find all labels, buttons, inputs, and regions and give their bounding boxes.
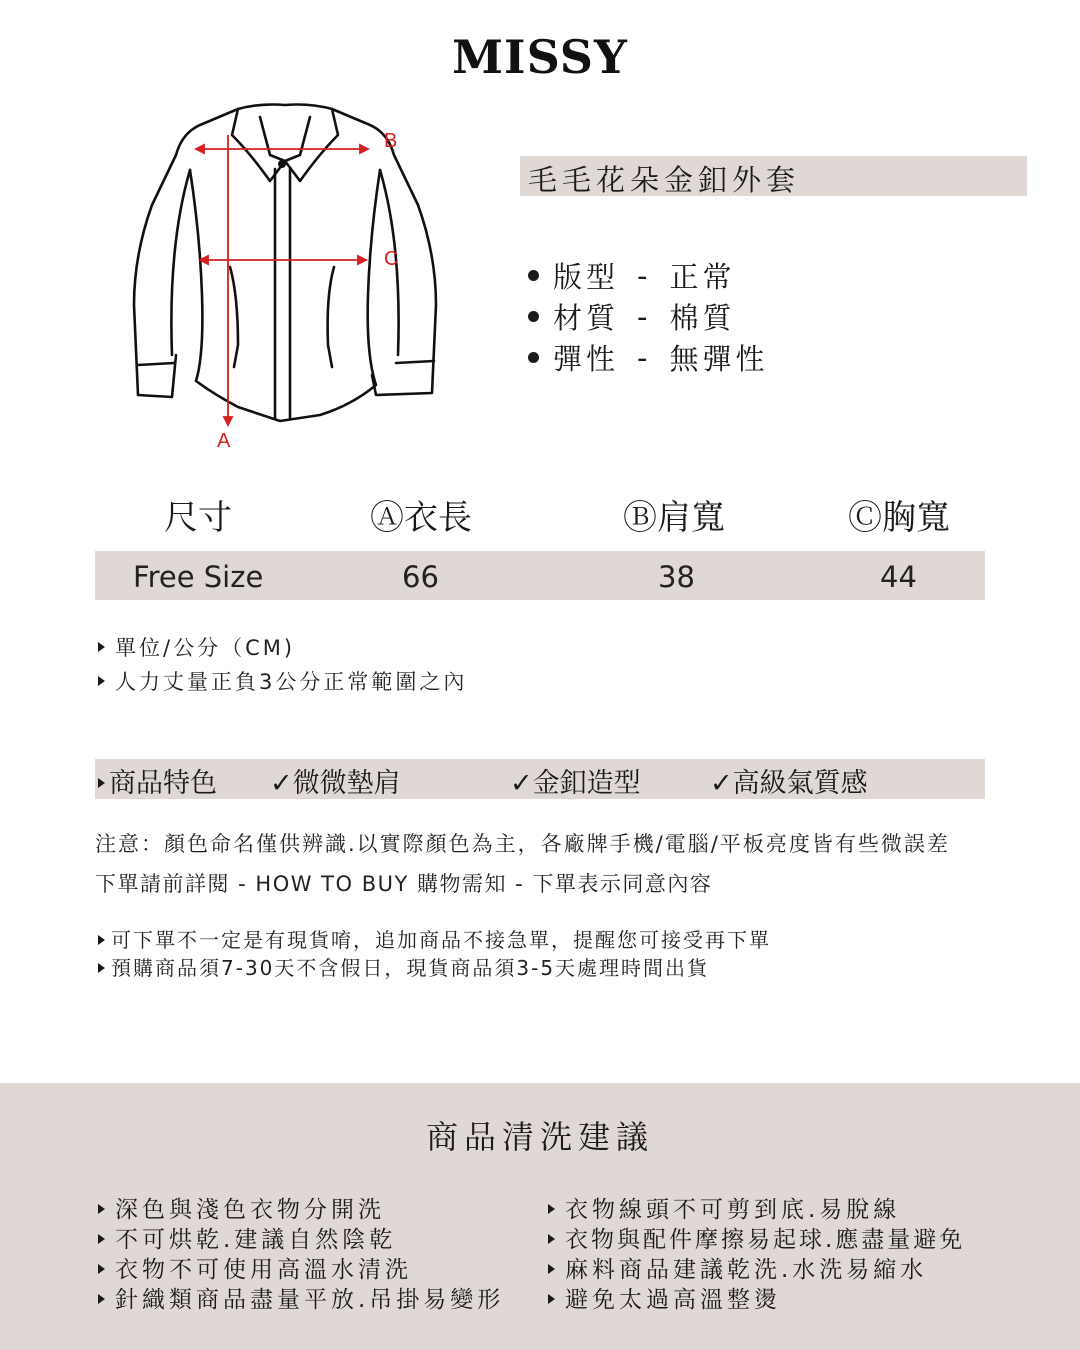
shoulder-value: 38	[658, 560, 695, 594]
size-header-chest: Ⓒ胸寬	[848, 498, 950, 538]
spec-value: 棉質	[669, 301, 736, 335]
spec-label: 版型	[553, 260, 620, 294]
caution-text: 注意：顏色命名僅供辨識.以實際顏色為主，各廠牌手機/電腦/平板亮度皆有些微誤差	[95, 832, 950, 856]
care-item	[98, 1221, 396, 1254]
features-label	[98, 761, 217, 800]
label-b: B	[384, 130, 398, 152]
size-note-text: 人力丈量正負3公分正常範圍之內	[115, 670, 468, 694]
spec-item	[528, 337, 769, 378]
care-item	[548, 1191, 900, 1224]
size-note	[98, 632, 295, 662]
garment-diagram	[120, 95, 450, 465]
triangle-icon	[548, 1204, 555, 1214]
triangle-icon	[98, 642, 105, 652]
triangle-icon	[98, 1204, 105, 1214]
policy-line	[98, 952, 709, 981]
triangle-icon	[98, 1294, 105, 1304]
care-title: 商品清洗建議	[425, 1118, 654, 1156]
care-item	[548, 1221, 965, 1254]
care-item	[548, 1281, 781, 1314]
care-text: 衣物與配件摩擦易起球.應盡量避免	[565, 1227, 966, 1253]
size-note-text: 單位/公分（CM)	[115, 636, 296, 660]
product-title-bar	[520, 156, 1027, 196]
size-header-length: Ⓐ衣長	[370, 498, 472, 538]
size-header-shoulder: Ⓑ肩寬	[623, 498, 725, 538]
label-c: C	[384, 248, 399, 270]
care-text: 針織類商品盡量平放.吊掛易變形	[115, 1287, 505, 1313]
spec-item	[528, 296, 769, 337]
bullet-icon	[528, 311, 539, 322]
triangle-icon	[548, 1264, 555, 1274]
care-text: 衣物不可使用高溫水清洗	[115, 1257, 412, 1283]
care-text: 深色與淺色衣物分開洗	[115, 1197, 385, 1223]
spec-item	[528, 255, 769, 296]
triangle-icon	[98, 676, 105, 686]
triangle-icon	[548, 1234, 555, 1244]
spec-label: 彈性	[553, 342, 620, 376]
care-text: 避免太過高溫整燙	[565, 1287, 781, 1313]
label-a: A	[217, 430, 231, 452]
product-name: 毛毛花朵金釦外套	[528, 163, 801, 197]
size-header-size: 尺寸	[164, 498, 232, 538]
policy-line	[98, 924, 771, 953]
size-value: Free Size	[133, 560, 264, 594]
feature-item: ✓高級氣質感	[710, 768, 868, 799]
feature-item: ✓金釦造型	[510, 768, 641, 799]
bullet-icon	[528, 270, 539, 281]
chest-value: 44	[880, 560, 917, 594]
care-text: 不可烘乾.建議自然陰乾	[115, 1227, 397, 1253]
feature-item: ✓微微墊肩	[270, 768, 401, 799]
bullet-icon	[528, 352, 539, 363]
care-text: 衣物線頭不可剪到底.易脫線	[565, 1197, 901, 1223]
triangle-icon	[98, 1264, 105, 1274]
spec-separator: -	[637, 340, 652, 375]
triangle-icon	[98, 1234, 105, 1244]
size-note	[98, 666, 467, 696]
spec-label: 材質	[553, 301, 620, 335]
policy-text: 可下單不一定是有現貨唷，追加商品不接急單，提醒您可接受再下單	[111, 928, 771, 952]
care-item	[548, 1251, 927, 1284]
care-item	[98, 1191, 385, 1224]
spec-value: 無彈性	[669, 342, 769, 376]
features-label-text: 商品特色	[109, 768, 217, 799]
triangle-icon	[98, 778, 105, 788]
care-item	[98, 1251, 412, 1284]
brand-logo: MISSY	[452, 30, 628, 84]
spec-separator: -	[637, 299, 652, 334]
spec-value: 正常	[669, 260, 736, 294]
triangle-icon	[548, 1294, 555, 1304]
triangle-icon	[98, 963, 105, 973]
policy-text: 預購商品須7-30天不含假日，現貨商品須3-5天處理時間出貨	[111, 956, 710, 980]
care-item	[98, 1281, 504, 1314]
caution-text: 下單請前詳閱 - HOW TO BUY 購物需知 - 下單表示同意內容	[95, 872, 713, 896]
length-value: 66	[402, 560, 439, 594]
spec-list	[528, 255, 769, 378]
spec-separator: -	[637, 258, 652, 293]
triangle-icon	[98, 935, 105, 945]
care-text: 麻料商品建議乾洗.水洗易縮水	[565, 1257, 928, 1283]
